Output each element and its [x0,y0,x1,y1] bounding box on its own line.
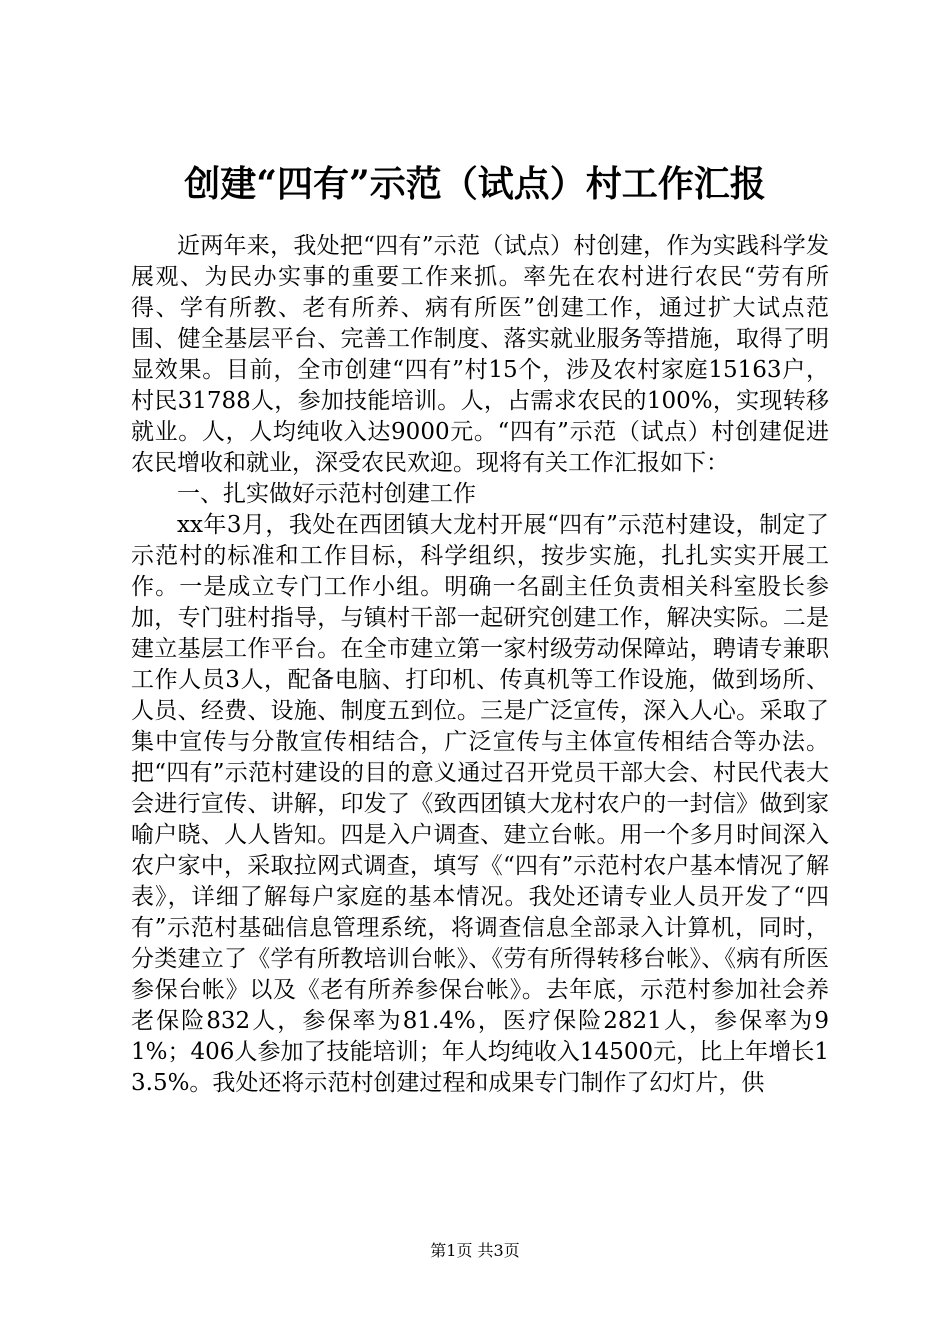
document-body [131,231,829,1099]
page-footer: 第1页 共3页 [430,1241,520,1260]
intro-paragraph: 近两年来，我处把“四有”示范（试点）村创建，作为实践科学发展观、为民办实事的重要工作来抓。率先在农村进行农民“劳有所得、学有所教、老有所养、病有所医”创建工作，通过扩大试点范围、健全基层平台、完善工作制度、落实就业服务等措施，取得了明显效果。目前，全市创建“四有”村15个，涉及农村家庭15163户，村民31788人，参加技能培训。人，占需求农民的100%，实现转移就业。人，人均纯收入达9000元。“四有”示范（试点）村创建促进农民增收和就业，深受农民欢迎。现将有关工作汇报如下： [131,233,829,476]
body-paragraph: xx年3月，我处在西团镇大龙村开展“四有”示范村建设，制定了示范村的标准和工作目标，科学组织，按步实施，扎扎实实开展工作。一是成立专门工作小组。明确一名副主任负责相关科室股长参加，专门驻村指导，与镇村干部一起研究创建工作，解决实际。二是建立基层工作平台。在全市建立第一家村级劳动保障站，聘请专兼职工作人员3人，配备电脑、打印机、传真机等工作设施，做到场所、人员、经费、设施、制度五到位。三是广泛宣传，深入人心。采取了集中宣传与分散宣传相结合，广泛宣传与主体宣传相结合等办法。把“四有”示范村建设的目的意义通过召开党员干部大会、村民代表大会进行宣传、讲解，印发了《致西团镇大龙村农户的一封信》做到家喻户晓、人人皆知。四是入户调查、建立台帐。用一个多月时间深入农户家中，采取拉网式调查，填写《“四有”示范村农户基本情况了解表》，详细了解每户家庭的基本情况。我处还请专业人员开发了“四有”示范村基础信息管理系统，将调查信息全部录入计算机，同时，分类建立了《学有所教培训台帐》、《劳有所得转移台帐》、《病有所医参保台帐》以及《老有所养参保台帐》。去年底，示范村参加社会养老保险832人，参保率为81.4%，医疗保险2821人，参保率为91%；406人参加了技能培训；年人均纯收入14500元，比上年增长13.5%。我处还将示范村创建过程和成果专门制作了幻灯片，供 [131,512,829,1096]
document-title: 创建“四有”示范（试点）村工作汇报 [184,163,766,205]
section-heading: 一、扎实做好示范村创建工作 [177,481,476,507]
